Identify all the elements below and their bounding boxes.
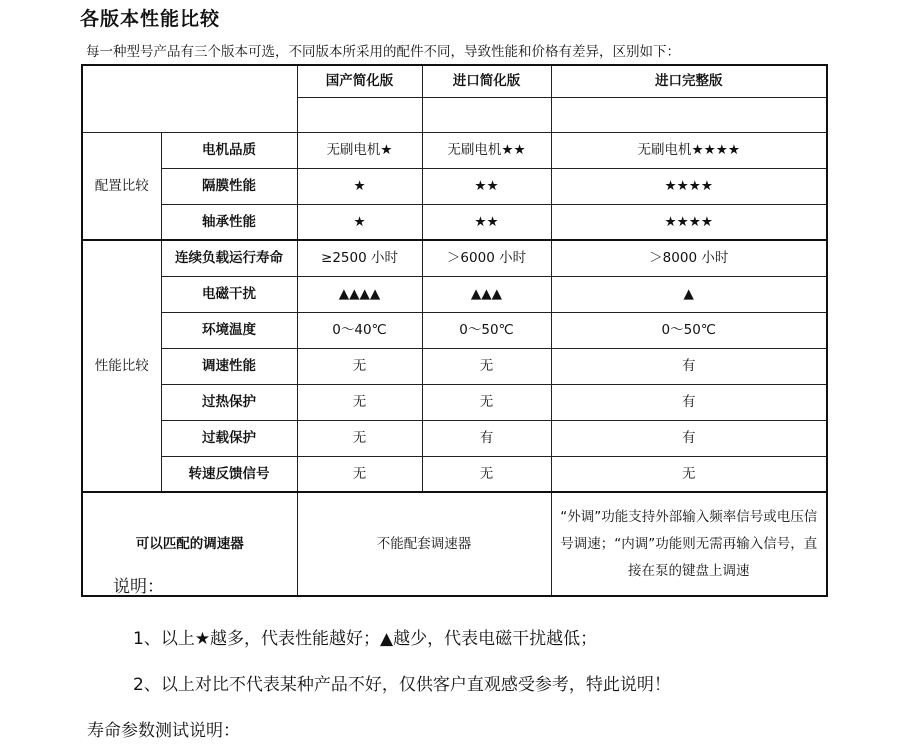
row-label: 过热保护: [161, 384, 297, 420]
value-cell: 无: [422, 384, 551, 420]
value-cell: 有: [422, 420, 551, 456]
table-row: [82, 168, 827, 204]
table-row: [82, 240, 827, 276]
value-cell: 无: [297, 348, 422, 384]
controller-row: [82, 492, 827, 596]
row-label: 隔膜性能: [161, 168, 297, 204]
header-cell: 进口简化版: [422, 65, 551, 97]
value-cell: ★★★★: [551, 168, 827, 204]
table-row: [82, 312, 827, 348]
group-label: 配置比较: [82, 132, 161, 240]
value-cell: ≥2500 小时: [297, 240, 422, 276]
life-test-heading: 寿命参数测试说明：: [87, 721, 240, 741]
value-cell: ★★: [422, 168, 551, 204]
group-label: 性能比较: [82, 240, 161, 492]
value-cell: 有: [551, 384, 827, 420]
controller-simple: 不能配套调速器: [297, 492, 551, 596]
value-cell: ★★: [422, 204, 551, 240]
table-row: [82, 276, 827, 312]
value-cell: 无: [422, 348, 551, 384]
value-cell: ＞6000 小时: [422, 240, 551, 276]
row-label: 电机品质: [161, 132, 297, 168]
controller-full: [551, 492, 827, 596]
controller-full-text: “外调”功能支持外部输入频率信号或电压信号调速；“内调”功能则无需再输入信号，直接在泵的键盘上调速: [560, 508, 818, 579]
row-label: 连续负载运行寿命: [161, 240, 297, 276]
value-cell: ▲▲▲▲: [297, 276, 422, 312]
value-cell: 0～40℃: [297, 312, 422, 348]
value-cell: 0～50℃: [422, 312, 551, 348]
controller-label: 可以匹配的调速器: [82, 492, 297, 596]
table-row: [82, 384, 827, 420]
note-item-2: 2、以上对比不代表某种产品不好，仅供客户直观感受参考，特此说明！: [133, 675, 671, 695]
comparison-table: [81, 64, 828, 597]
note-item-1: 1、以上★越多，代表性能越好；▲越少，代表电磁干扰越低；: [133, 629, 598, 649]
row-label: 过载保护: [161, 420, 297, 456]
value-cell: 无: [297, 456, 422, 492]
value-cell: 无: [422, 456, 551, 492]
value-cell: 无: [297, 384, 422, 420]
table-row: [82, 132, 827, 168]
value-cell: ★★★★: [551, 204, 827, 240]
row-label: 调速性能: [161, 348, 297, 384]
value-cell: 无刷电机★: [297, 132, 422, 168]
notes-heading: 说明：: [113, 577, 164, 597]
page-title: 各版本性能比较: [80, 8, 221, 30]
value-cell: 0～50℃: [551, 312, 827, 348]
header-cell: 国产简化版: [297, 65, 422, 97]
value-cell: ★: [297, 204, 422, 240]
value-cell: 无: [297, 420, 422, 456]
value-cell: 有: [551, 420, 827, 456]
row-label: 环境温度: [161, 312, 297, 348]
value-cell: 无: [551, 456, 827, 492]
value-cell: ★: [297, 168, 422, 204]
value-cell: ＞8000 小时: [551, 240, 827, 276]
table-row: [82, 348, 827, 384]
row-label: 电磁干扰: [161, 276, 297, 312]
intro-text: 每一种型号产品有三个版本可选，不同版本所采用的配件不同，导致性能和价格有差异，区别如下：: [86, 44, 680, 60]
table-row: [82, 204, 827, 240]
value-cell: 无刷电机★★: [422, 132, 551, 168]
table-row: [82, 456, 827, 492]
value-cell: 无刷电机★★★★: [551, 132, 827, 168]
table-row: [82, 420, 827, 456]
row-label: 轴承性能: [161, 204, 297, 240]
value-cell: ▲: [551, 276, 827, 312]
value-cell: ▲▲▲: [422, 276, 551, 312]
corner-cell: [82, 65, 297, 132]
row-label: 转速反馈信号: [161, 456, 297, 492]
header-row: [82, 65, 827, 97]
header-cell: 进口完整版: [551, 65, 827, 97]
value-cell: 有: [551, 348, 827, 384]
